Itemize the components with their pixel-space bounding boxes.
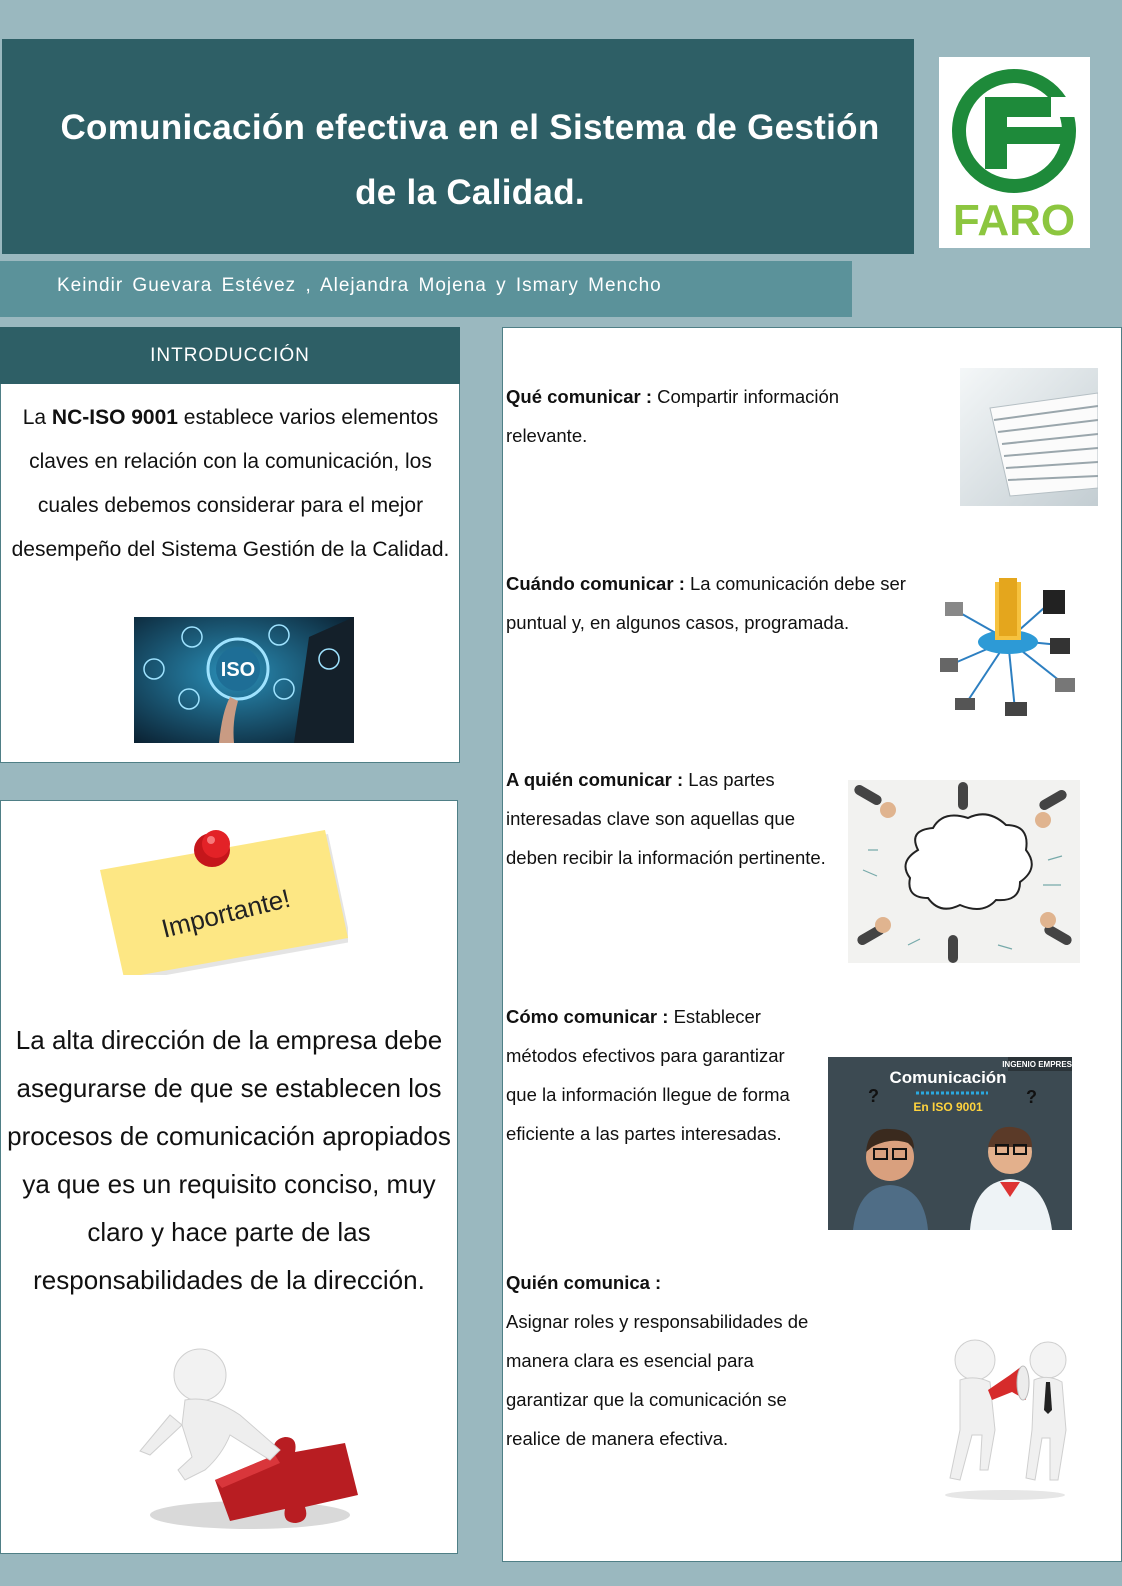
question-mark-icon: ? xyxy=(868,1086,879,1106)
pin-icon xyxy=(202,830,230,858)
item-who xyxy=(506,1263,836,1458)
item-who-to-text: Las partes interesadas clave son aquellas que deben recibir la información pertinente. xyxy=(506,769,826,868)
megaphone-people-image xyxy=(930,1330,1080,1500)
intro-heading: INTRODUCCIÓN xyxy=(0,327,460,384)
item-how-title: Cómo comunicar : xyxy=(506,1006,669,1027)
iso-label: ISO xyxy=(220,659,256,681)
important-text: La alta dirección de la empresa debe asegurarse de que se establecen los procesos de comunicación apropiados ya que es un requisito conciso, muy claro y hace parte de las responsabilidades de la dirección. xyxy=(7,1025,451,1295)
item-who-to xyxy=(506,760,836,877)
communication-iso-image xyxy=(828,1057,1072,1230)
logo-text: FARO xyxy=(952,196,1076,245)
intro-text-bold: NC-ISO 9001 xyxy=(51,406,178,429)
authors: Keindir Guevara Estévez , Alejandra Mojena y Ismary Mencho xyxy=(57,275,662,296)
item-how-text: Establecer métodos efectivos para garantizar que la información llegue de forma eficiente a las partes interesadas. xyxy=(506,1006,790,1144)
iso-image xyxy=(134,617,354,743)
comm-title: Comunicación xyxy=(889,1068,1007,1087)
intro-text xyxy=(8,396,453,572)
sticky-note xyxy=(100,830,348,975)
item-when xyxy=(506,564,916,642)
item-what-title: Qué comunicar : xyxy=(506,386,652,407)
item-how xyxy=(506,997,816,1153)
item-when-text: La comunicación debe ser puntual y, en algunos casos, programada. xyxy=(506,573,906,633)
item-what-text: Compartir información relevante. xyxy=(506,386,840,446)
comm-brand: INGENIO EMPRESA xyxy=(1002,1060,1072,1069)
comm-subtitle: En ISO 9001 xyxy=(913,1100,983,1114)
item-who-text: Asignar roles y responsabilidades de manera clara es esencial para garantizar que la comunicación se realice de manera efectiva. xyxy=(506,1311,809,1449)
intro-text-post: establece varios elementos claves en relación con la comunicación, los cuales debemos considerar para el mejor desempeño del Sistema Gestión de la Calidad. xyxy=(11,406,450,561)
item-who-title: Quién comunica : xyxy=(506,1272,662,1293)
item-what xyxy=(506,377,906,455)
page-title: Comunicación efectiva en el Sistema de Gestión de la Calidad. xyxy=(60,108,880,212)
network-folder-image xyxy=(935,570,1081,730)
intro-text-pre: La xyxy=(22,406,52,429)
question-mark-icon: ? xyxy=(1026,1087,1037,1107)
puzzle-figure-image xyxy=(130,1345,400,1535)
thought-bubble-image xyxy=(848,780,1080,963)
item-who-to-title: A quién comunicar : xyxy=(506,769,684,790)
paper-stack-image xyxy=(960,368,1098,506)
item-when-title: Cuándo comunicar : xyxy=(506,573,685,594)
faro-logo-icon xyxy=(939,57,1090,248)
faro-logo xyxy=(939,57,1090,248)
note-label: Importante! xyxy=(158,882,294,944)
